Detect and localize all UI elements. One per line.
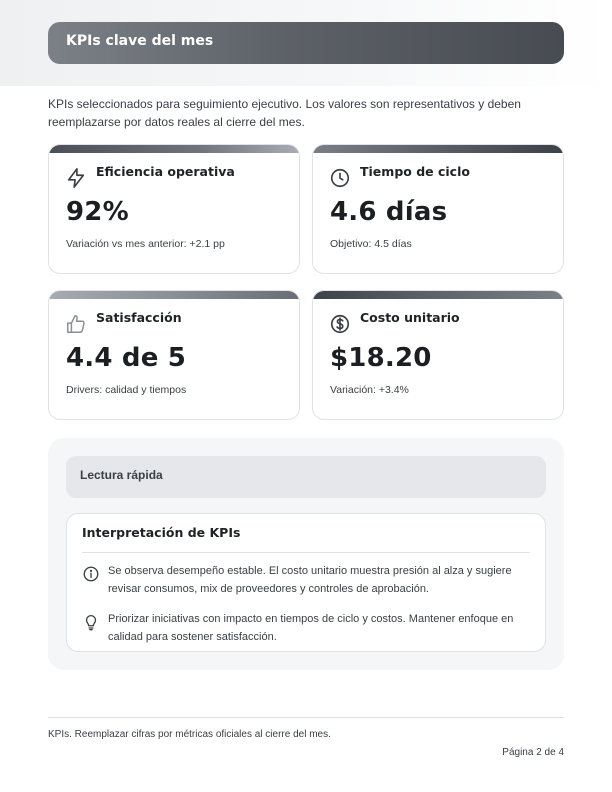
lightning-icon	[65, 167, 87, 189]
quick-read-header	[66, 456, 546, 498]
kpi-note: Objetivo: 4.5 días	[330, 238, 412, 250]
kpi-card-tiempo-ciclo	[312, 144, 564, 274]
page-number: Página 2 de 4	[502, 747, 564, 758]
page-title: KPIs clave del mes	[66, 33, 214, 49]
card-accent-strip	[49, 291, 299, 299]
kpi-card-costo-unitario	[312, 290, 564, 420]
kpi-value: 4.4 de 5	[66, 343, 187, 373]
kpi-value: 4.6 días	[330, 197, 448, 227]
interpretation-card	[66, 513, 546, 652]
quick-read-title: Lectura rápida	[80, 468, 163, 482]
footer-note: KPIs. Reemplazar cifras por métricas oficiales al cierre del mes.	[48, 729, 331, 740]
kpi-card-eficiencia	[48, 144, 300, 274]
intro-paragraph: KPIs seleccionados para seguimiento ejecutivo. Los valores son representativos y deben reemplazarse por datos reales al cierre del mes.	[48, 97, 521, 129]
kpi-title: Costo unitario	[360, 310, 460, 325]
dollar-icon	[329, 313, 351, 335]
kpi-note: Variación vs mes anterior: +2.1 pp	[66, 238, 225, 250]
clock-icon	[329, 167, 351, 189]
kpi-value: 92%	[66, 197, 129, 227]
card-accent-strip	[313, 291, 563, 299]
kpi-value: $18.20	[330, 343, 432, 373]
page-title-bar	[48, 22, 564, 64]
quick-read-section	[48, 438, 564, 670]
kpi-note: Variación: +3.4%	[330, 384, 409, 396]
interpretation-text: Se observa desempeño estable. El costo unitario muestra presión al alza y sugiere revisar consumos, mix de proveedores y controles de aprobación.	[108, 565, 512, 595]
lightbulb-icon	[82, 613, 100, 631]
card-accent-strip	[313, 145, 563, 153]
interpretation-text: Priorizar iniciativas con impacto en tiempos de ciclo y costos. Mantener enfoque en calidad para sostener satisfacción.	[108, 613, 514, 643]
kpi-title: Eficiencia operativa	[96, 164, 235, 179]
kpi-card-satisfaccion	[48, 290, 300, 420]
thumbs-up-icon	[65, 313, 87, 335]
info-icon	[82, 565, 100, 583]
divider	[82, 552, 530, 553]
kpi-note: Drivers: calidad y tiempos	[66, 384, 187, 396]
footer-divider	[48, 717, 564, 718]
kpi-title: Satisfacción	[96, 310, 182, 325]
interpretation-title: Interpretación de KPIs	[82, 525, 241, 540]
kpi-title: Tiempo de ciclo	[360, 164, 470, 179]
card-accent-strip	[49, 145, 299, 153]
